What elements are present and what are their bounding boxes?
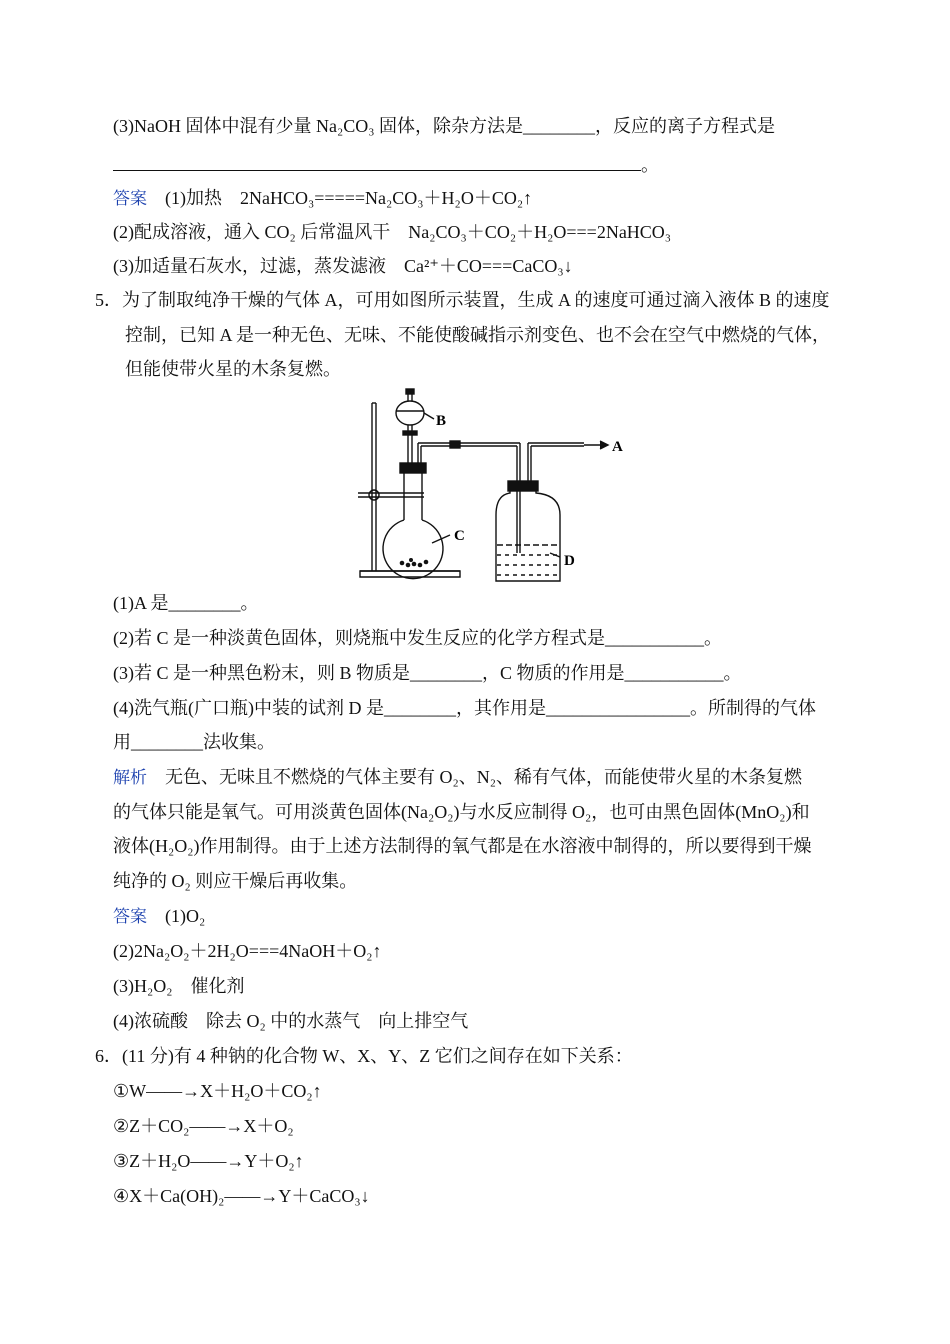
round-flask <box>383 520 443 579</box>
q5-sub1: (1)A 是________。 <box>113 593 259 613</box>
q4-sub3-line2: 。 <box>113 152 659 177</box>
q5-sub3: (3)若 C 是一种黑色粉末，则 B 物质是________，C 物质的作用是___________。 <box>113 663 742 683</box>
answer1-line2: (2)配成溶液，通入 CO₂ 后常温风干 Na₂CO₃＋CO₂＋H₂O===2NaHCO₃ <box>113 222 672 242</box>
q5-sub2: (2)若 C 是一种淡黄色固体，则烧瓶中发生反应的化学方程式是___________。 <box>113 628 722 648</box>
q5-line3: 但能使带火星的木条复燃。 <box>125 359 341 379</box>
label-B: B <box>436 413 447 429</box>
flask-stopper <box>400 463 426 473</box>
answer2-line4: (4)浓硫酸 除去 O₂ 中的水蒸气 向上排空气 <box>113 1011 469 1031</box>
stand-base <box>360 571 460 577</box>
q6-relation-3: ③Z＋H₂O——→Y＋O₂↑ <box>113 1151 304 1171</box>
q5-sub4-line1: (4)洗气瓶(广口瓶)中装的试剂 D 是________，其作用是________________。所制得的气体 <box>113 698 816 718</box>
answer2-line3: (3)H₂O₂ 催化剂 <box>113 976 245 996</box>
analysis-line3: 液体(H₂O₂)作用制得。由于上述方法制得的氧气都是在水溶液中制得的，所以要得到干燥 <box>113 836 812 856</box>
answer-blank[interactable] <box>113 152 641 171</box>
separatory-funnel <box>396 401 424 425</box>
bottle-stopper <box>508 481 538 491</box>
q5-sub4-line2: 用________法收集。 <box>113 732 275 752</box>
answer2-line1: 答案 (1)O₂ <box>113 906 206 927</box>
analysis-line1: 解析 无色、无味且不燃烧的气体主要有 O₂、N₂、稀有气体，而能使带火星的木条复燃 <box>113 767 803 788</box>
q5-line2: 控制，已知 A 是一种无色、无味、不能使酸碱指示剂变色、也不会在空气中燃烧的气体， <box>125 325 831 345</box>
analysis-line2: 的气体只能是氧气。可用淡黄色固体(Na₂O₂)与水反应制得 O₂，也可由黑色固体(MnO₂)和 <box>113 802 810 822</box>
q6-relation-2: ②Z＋CO₂——→X＋O₂ <box>113 1116 294 1136</box>
q5-line1: 5．为了制取纯净干燥的气体 A，可用如图所示装置，生成 A 的速度可通过滴入液体 B 的速度 <box>95 290 830 310</box>
answer2-line2: (2)2Na₂O₂＋2H₂O===4NaOH＋O₂↑ <box>113 941 382 961</box>
answer1-line3: (3)加适量石灰水，过滤，蒸发滤液 Ca²⁺＋CO===CaCO₃↓ <box>113 256 573 276</box>
label-C: C <box>454 528 465 544</box>
answer1-line1: 答案 (1)加热 2NaHCO₃=====Na₂CO₃＋H₂O＋CO₂↑ <box>113 188 533 209</box>
q6-number: 6． <box>95 1046 122 1066</box>
label-D: D <box>564 553 575 569</box>
q4-sub3-line1: (3)NaOH 固体中混有少量 Na₂CO₃ 固体，除杂方法是________，反应的离子方程式是 <box>113 116 776 136</box>
analysis-tag: 解析 <box>113 768 147 788</box>
q5-number: 5． <box>95 290 122 310</box>
analysis-line4: 纯净的 O₂ 则应干燥后再收集。 <box>113 871 358 891</box>
q6-line1: 6．(11 分)有 4 种钠的化合物 W、X、Y、Z 它们之间存在如下关系： <box>95 1046 633 1066</box>
solid-C <box>400 558 429 567</box>
label-A: A <box>612 439 623 455</box>
q6-relation-1: ①W——→X＋H₂O＋CO₂↑ <box>113 1081 322 1101</box>
answer-tag: 答案 <box>113 189 147 209</box>
answer-tag: 答案 <box>113 907 147 927</box>
apparatus-figure <box>350 385 640 585</box>
wash-bottle <box>496 485 560 581</box>
q6-relation-4: ④X＋Ca(OH)₂——→Y＋CaCO₃↓ <box>113 1186 370 1206</box>
